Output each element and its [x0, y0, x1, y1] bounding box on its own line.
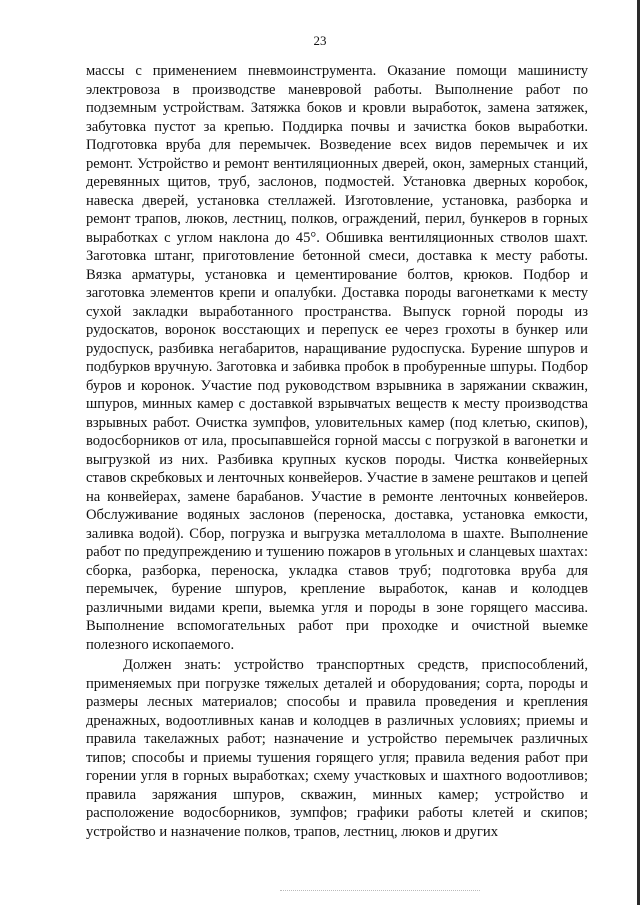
scan-artifact — [280, 890, 480, 893]
paragraph-duties: массы с применением пневмоинструмента. Оказание помощи машинисту электровоза в производстве маневровой работы. Выполнение работ по подземным устройствам. Затяжка боков и кровли выработок, замена затяжек, забутовка пустот за крепью. Поддирка почвы и зачистка боков выработки. Подготовка вруба для перемычек. Возведение всех видов перемычек и их ремонт. Устройство и ремонт вентиляционных дверей, окон, замерных станций, деревянных щитов, труб, заслонов, подмостей. Установка дверных коробок, навеска дверей, установка стеллажей. Изготовление, установка, разборка и ремонт трапов, люков, лестниц, полков, ограждений, перил, бункеров в горных выработках с углом наклона до 45°. Обшивка вентиляционных стволов шахт. Заготовка штанг, приготовление бетонной смеси, доставка к месту работы. Вязка арматуры, установка и цементирование болтов, крюков. Подбор и заготовка элементов крепи и опалубки. Доставка породы вагонетками к месту сухой закладки выработанного пространства. Выпуск горной породы из рудоскатов, воронок восстающих и перепуск ее через грохоты в бункер или рудоспуск, разбивка негабаритов, наращивание рудоспуска. Бурение шпуров и подбурков вручную. Заготовка и забивка пробок в пробуренные шпуры. Подбор буров и коронок. Участие под руководством взрывника в заряжании скважин, шпуров, минных камер с доставкой взрывчатых веществ к месту производства взрывных работ. Очистка зумпфов, уловительных камер (под клетью, скипов), водосборников от ила, просыпавшейся горной массы с погрузкой в вагонетки и выгрузкой из них. Разбивка крупных кусков породы. Чистка конвейерных ставов скребковых и ленточных конвейеров. Участие в замене рештаков и цепей на конвейерах, замене барабанов. Участие в ремонте ленточных конвейеров. Обслуживание водяных заслонов (переноска, доставка, установка емкости, заливка водой). Сбор, погрузка и выгрузка металлолома в шахте. Выполнение работ по предупреждению и тушению пожаров в угольных и сланцевых шахтах: сборка, разборка, переноска, укладка ставов труб; подготовка вруба для перемычек, бурение шпуров, крепление выработок, канав и колодцев различными видами крепи, выемка угля и породы в зоне горящего массива. Выполнение вспомогательных работ при проходке и очистной выемке полезного ископаемого. — [86, 63, 588, 653]
document-body — [86, 62, 588, 841]
page-number: 23 — [313, 33, 327, 48]
paragraph-must-know: Должен знать: устройство транспортных средств, приспособлений, применяемых при погрузке тяжелых деталей и оборудования; сорта, породы и размеры лесных материалов; способы и правила проведения и крепления дренажных, водоотливных канав и колодцев в различных условиях; приемы и правила такелажных работ; назначение и устройство перемычек различных типов; способы и приемы тушения горящего угля; правила ведения работ при горении угля в горных выработках; схему участковых и шахтного водоотливов; правила заряжания шпуров, скважин, минных камер; устройство и расположение водосборников, зумпфов; графики работы клетей и скипов; устройство и назначение полков, трапов, лестниц, люков и других — [86, 657, 588, 840]
